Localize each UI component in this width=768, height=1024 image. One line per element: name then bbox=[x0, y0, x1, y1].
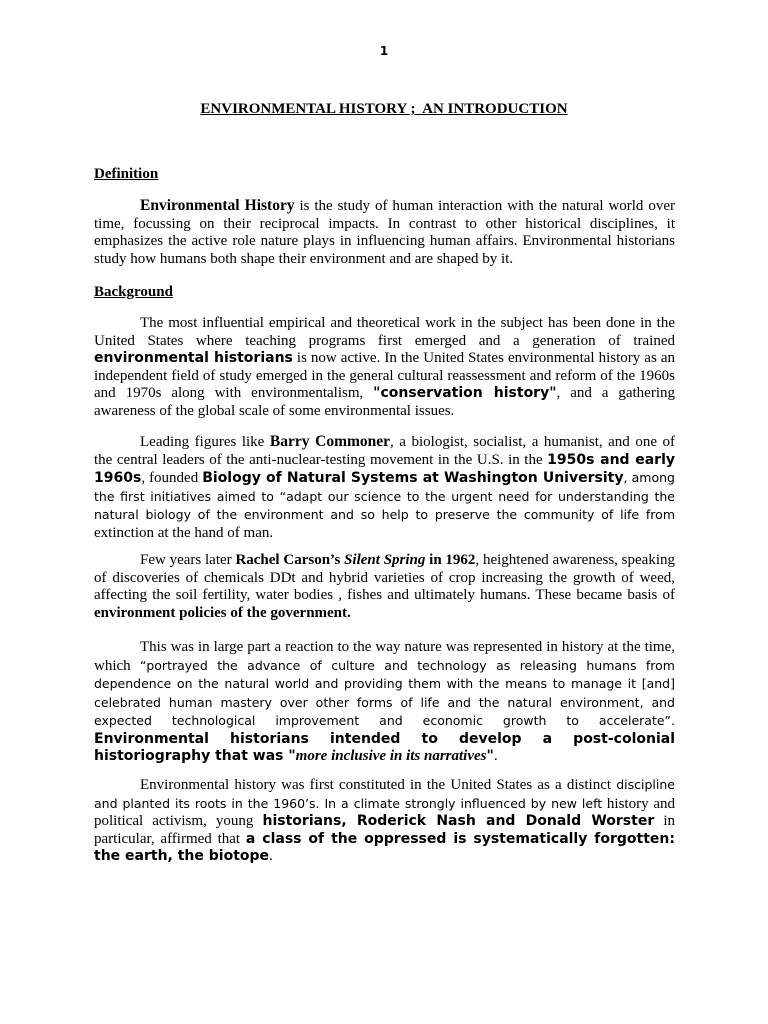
background-paragraph-5: Environmental history was first constituted in the United States as a distinct discipline and planted its roots in the 1960’s. In a climate strongly influenced by new left history and political activism, young historians, Roderick Nash and Donald Worster in particular, affirmed that a class of the oppressed is systematically forgotten: the earth, the biotope. bbox=[94, 777, 675, 864]
section-heading-background: Background bbox=[94, 284, 173, 300]
background-paragraph-2: Leading figures like Barry Commoner, a biologist, socialist, a humanist, and one of the central leaders of the anti-nuclear-testing movement in the U.S. in the 1950s and early 1960s, founded Biology of Natural Systems at Washington University, among the first initiatives aimed to “adapt our science to the urgent need for understanding the natural biology of the environment and so help to preserve the community of life from extinction at the hand of man. bbox=[94, 433, 676, 541]
definition-paragraph: Environmental History is the study of human interaction with the natural world over time, focussing on their reciprocal impacts. In contrast to other historical disciplines, it emphasizes the active role nature plays in influencing human affairs. Environmental historians study how humans both shape their environment and are shaped by it. bbox=[94, 197, 675, 267]
page-number: 1 bbox=[379, 44, 389, 58]
term-environmental-history: Environmental History bbox=[140, 197, 295, 214]
section-heading-definition: Definition bbox=[94, 166, 159, 182]
book-title-silent-spring: Silent Spring bbox=[344, 552, 426, 568]
background-paragraph-3: Few years later Rachel Carson’s Silent Spring in 1962, heightened awareness, speaking of discoveries of chemicals DDt and hybrid varieties of crop increasing the growth of weed, affecting the soil fertility, water bodies , fishes and ultimately humans. These became basis of environment policies of the government. bbox=[94, 552, 675, 621]
document-title: ENVIRONMENTAL HISTORY ; AN INTRODUCTION bbox=[200, 101, 568, 117]
background-paragraph-1: The most influential empirical and theoretical work in the subject has been done in the United States where teaching programs first emerged and a generation of trained environmental historians is now active. In the United States environmental history as an independent field of study emerged in the general cultural reassessment and reform of the 1960s and 1970s along with environmentalism, "conservation history", and a gathering awareness of the global scale of some environmental issues. bbox=[94, 315, 675, 419]
background-paragraph-4: This was in large part a reaction to the way nature was represented in history at the time, which “portrayed the advance of culture and technology as releasing humans from dependence on the natural world and providing them with the means to manage it [and] celebrated human mastery over other forms of life and the natural environment, and expected technological improvement and economic growth to accelerate”. Environmental historians intended to develop a post-colonial historiography that was "more inclusive in its narratives". bbox=[94, 639, 675, 764]
